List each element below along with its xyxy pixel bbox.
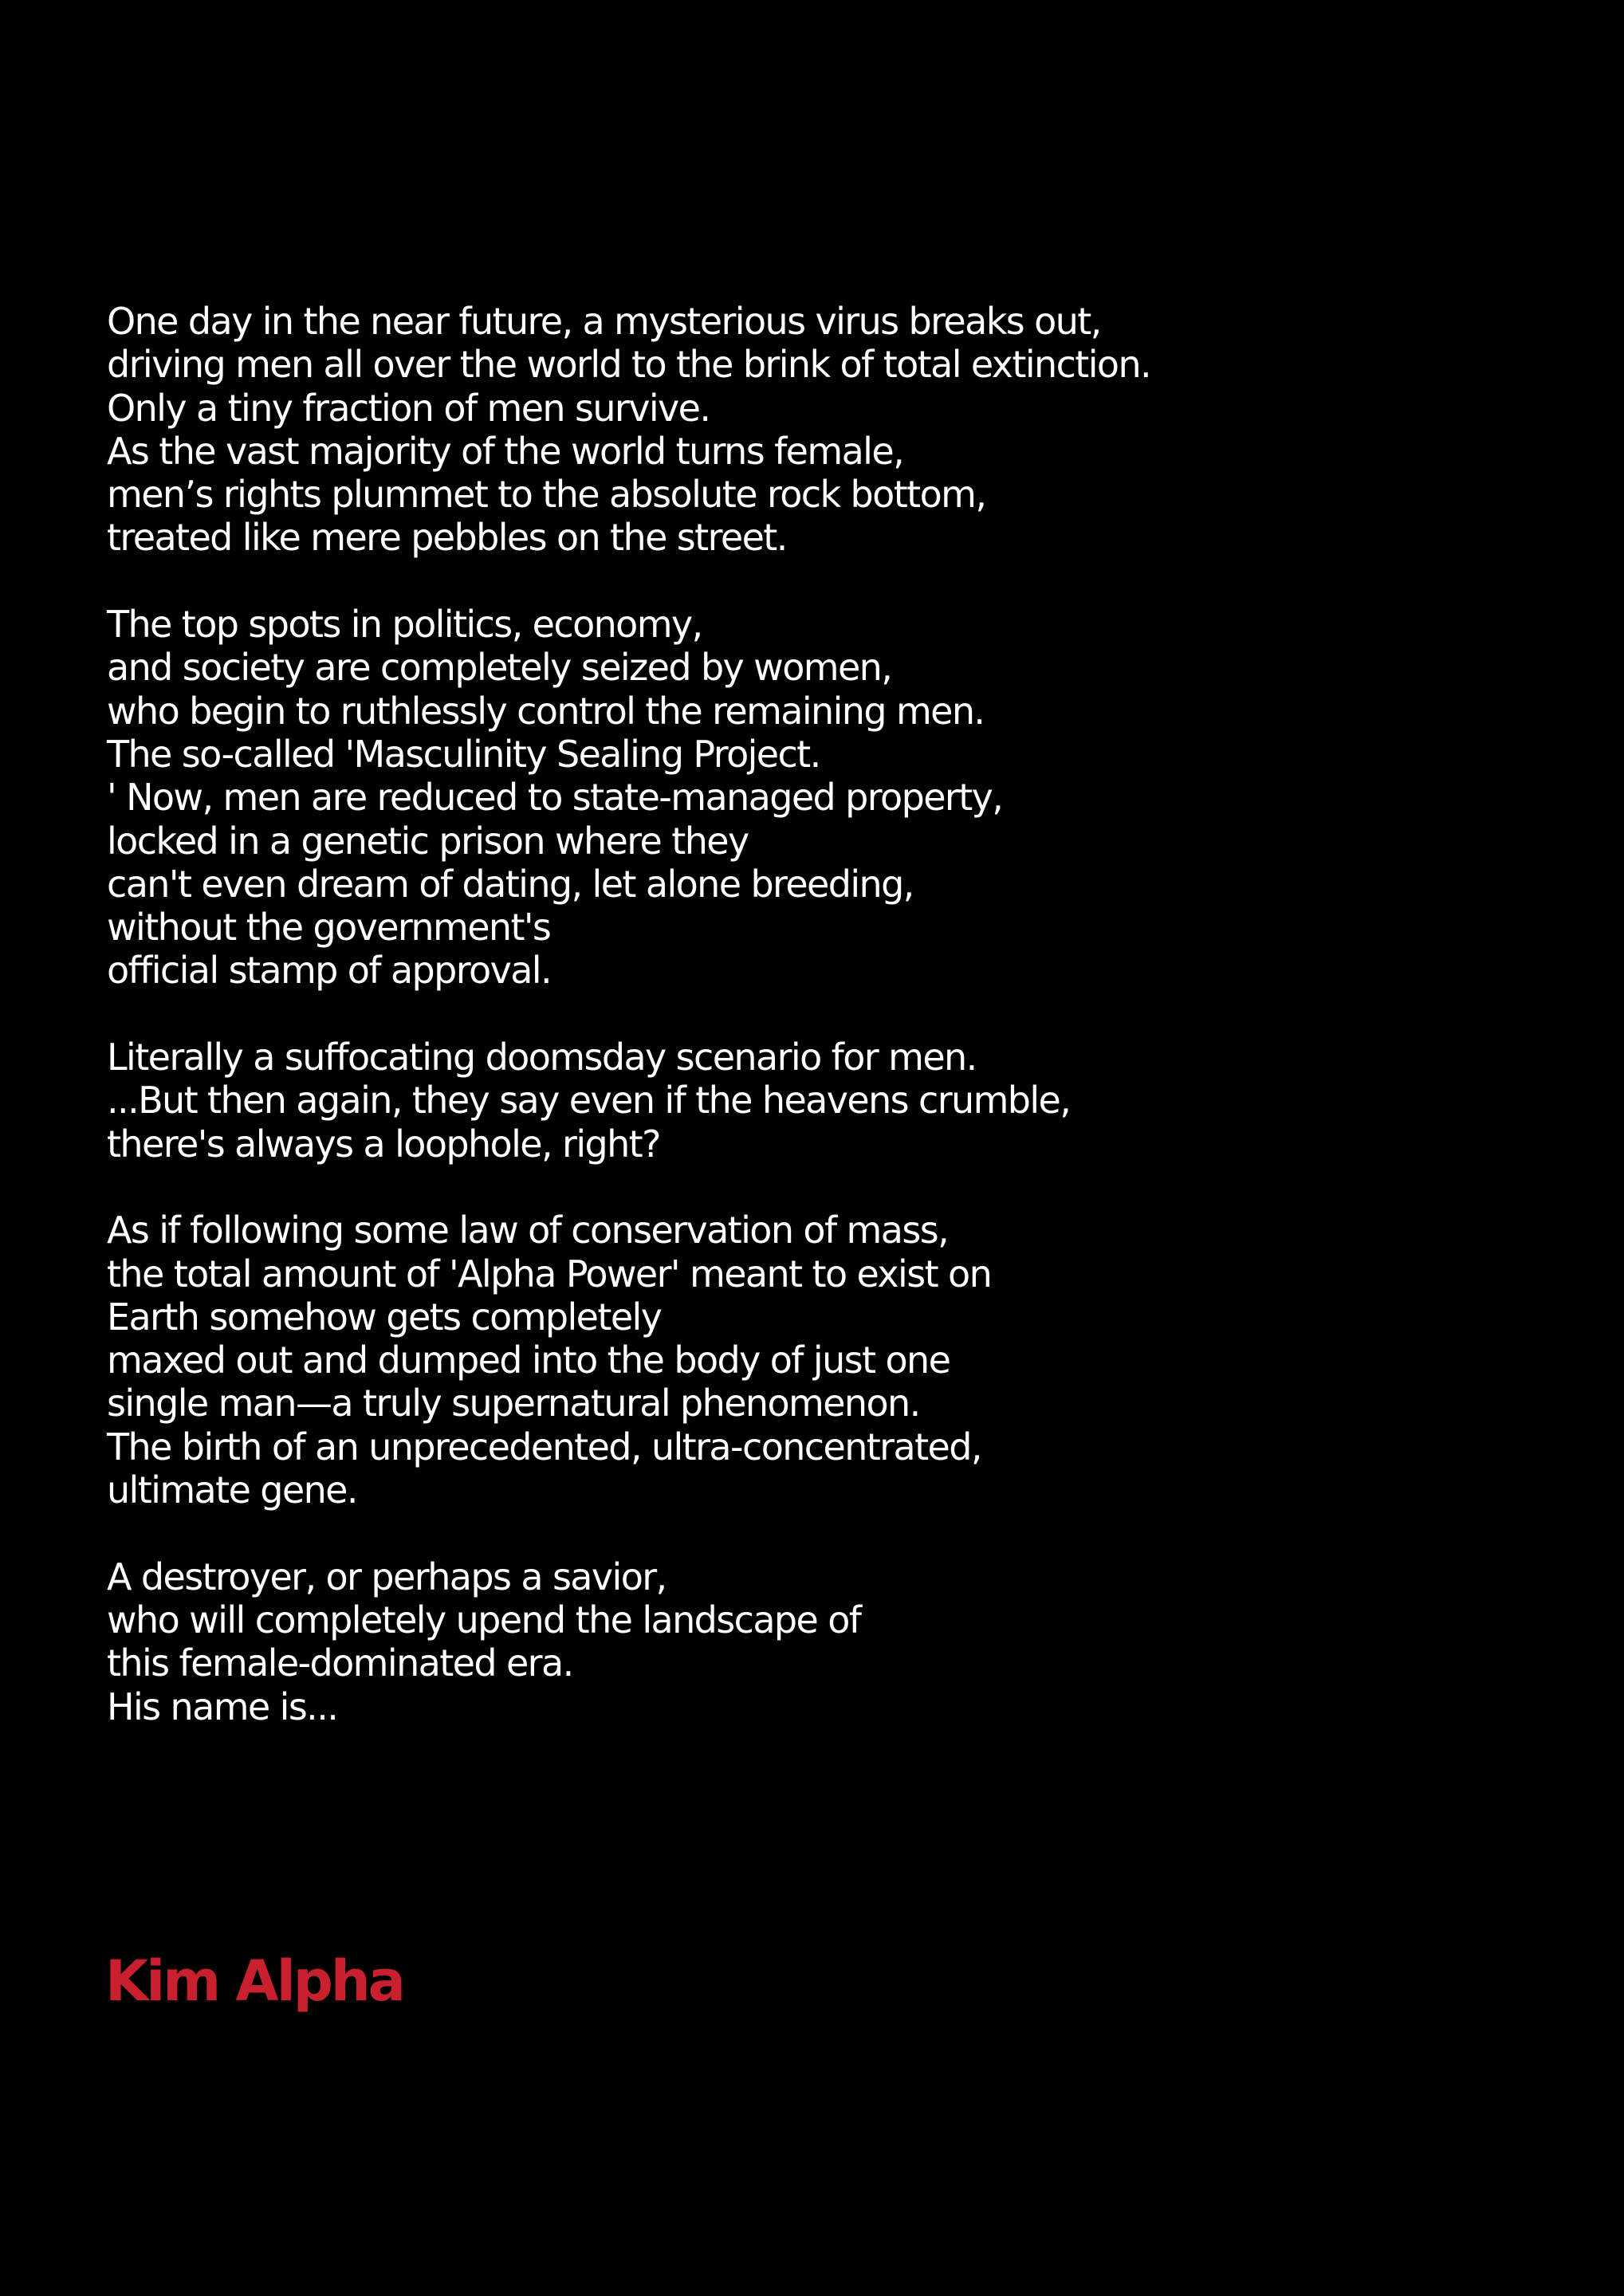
synopsis-line: As the vast majority of the world turns female, <box>107 429 904 473</box>
synopsis-paragraph-3 <box>107 1036 1542 1166</box>
synopsis-line: The birth of an unprecedented, ultra-concentrated, <box>107 1425 981 1468</box>
synopsis-line: His name is... <box>107 1685 338 1728</box>
synopsis-line: locked in a genetic prison where they <box>107 819 749 863</box>
synopsis-line: who begin to ruthlessly control the remaining men. <box>107 689 985 733</box>
synopsis-line: this female-dominated era. <box>107 1641 573 1685</box>
synopsis-line: ' Now, men are reduced to state-managed property, <box>107 776 1003 820</box>
synopsis-line: and society are completely seized by women, <box>107 646 892 690</box>
synopsis-line: the total amount of 'Alpha Power' meant to exist on <box>107 1252 992 1295</box>
synopsis-line: Earth somehow gets completely <box>107 1295 662 1339</box>
synopsis-line: there's always a loophole, right? <box>107 1122 660 1166</box>
synopsis-line: treated like mere pebbles on the street. <box>107 516 787 560</box>
synopsis-line: can't even dream of dating, let alone breeding, <box>107 862 914 906</box>
synopsis-line: who will completely upend the landscape of <box>107 1598 861 1641</box>
synopsis-line: single man—a truly supernatural phenomenon. <box>107 1382 920 1425</box>
synopsis-line: official stamp of approval. <box>107 949 552 993</box>
character-name: Kim Alpha <box>105 1948 403 2014</box>
synopsis-line: driving men all over the world to the brink of total extinction. <box>107 343 1151 387</box>
synopsis-paragraph-4 <box>107 1209 1542 1512</box>
synopsis-line: ultimate gene. <box>107 1468 357 1512</box>
synopsis-line: A destroyer, or perhaps a savior, <box>107 1555 667 1598</box>
synopsis-paragraph-2 <box>107 603 1542 993</box>
synopsis-line: ...But then again, they say even if the heavens crumble, <box>107 1079 1071 1122</box>
synopsis-line: Only a tiny fraction of men survive. <box>107 386 710 430</box>
synopsis-line: men’s rights plummet to the absolute rock bottom, <box>107 473 986 517</box>
synopsis-paragraph-1 <box>107 300 1542 560</box>
synopsis-line: As if following some law of conservation of mass, <box>107 1209 949 1252</box>
synopsis-line: The top spots in politics, economy, <box>107 603 702 647</box>
synopsis-line: without the government's <box>107 906 551 949</box>
synopsis-paragraph-5 <box>107 1555 1542 1728</box>
synopsis-line: maxed out and dumped into the body of just one <box>107 1339 950 1382</box>
synopsis-line: The so-called 'Masculinity Sealing Project. <box>107 732 820 776</box>
synopsis-text <box>107 300 1542 1728</box>
synopsis-line: Literally a suffocating doomsday scenario for men. <box>107 1036 977 1079</box>
synopsis-line: One day in the near future, a mysterious virus breaks out, <box>107 300 1101 343</box>
